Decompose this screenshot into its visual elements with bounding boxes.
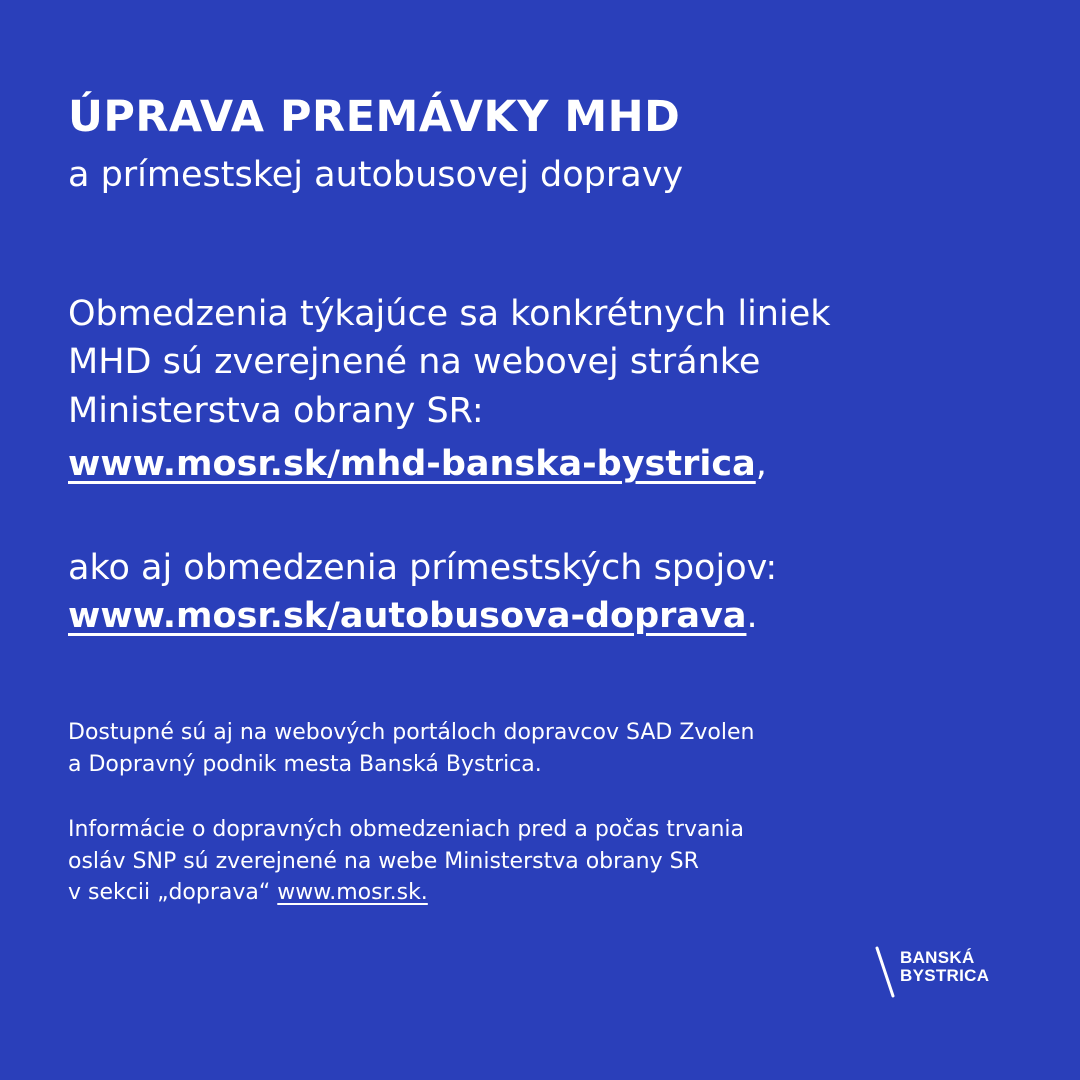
- logo-line-1: BANSKÁ: [900, 948, 975, 967]
- body-line-link-2: [68, 592, 758, 640]
- note-2-line-3: [68, 877, 428, 909]
- slash-icon: [874, 946, 896, 998]
- note-1-line-2: a Dopravný podnik mesta Banská Bystrica.: [68, 752, 542, 777]
- mosr-link[interactable]: www.mosr.sk.: [277, 880, 428, 905]
- logo-line-2: BYSTRICA: [900, 966, 990, 985]
- body-line-2: MHD sú zverejnené na webovej stránke: [68, 342, 761, 382]
- body-line-link-1: [68, 440, 767, 488]
- body-line-5: ako aj obmedzenia prímestských spojov:: [68, 548, 778, 588]
- page-subtitle: a prímestskej autobusovej dopravy: [68, 155, 684, 195]
- bus-link[interactable]: www.mosr.sk/autobusova-doprava: [68, 596, 747, 636]
- body-line-1: Obmedzenia týkajúce sa konkrétnych liniek: [68, 294, 831, 334]
- mhd-link[interactable]: www.mosr.sk/mhd-banska-bystrica: [68, 444, 756, 484]
- link-1-comma: ,: [755, 444, 767, 484]
- banska-bystrica-logo: [874, 944, 1004, 1000]
- logo-text: [900, 949, 989, 985]
- body-line-3: Ministerstva obrany SR:: [68, 391, 484, 431]
- note-1-line-1: Dostupné sú aj na webových portáloch dopravcov SAD Zvolen: [68, 720, 755, 745]
- note-2-line-1: Informácie o dopravných obmedzeniach pred a počas trvania: [68, 817, 744, 842]
- page-title: ÚPRAVA PREMÁVKY MHD: [68, 92, 681, 142]
- note-2-line-2: osláv SNP sú zverejnené na webe Ministerstva obrany SR: [68, 849, 699, 874]
- link-2-period: .: [746, 596, 758, 636]
- note-2-prefix: v sekcii „doprava“: [68, 880, 278, 905]
